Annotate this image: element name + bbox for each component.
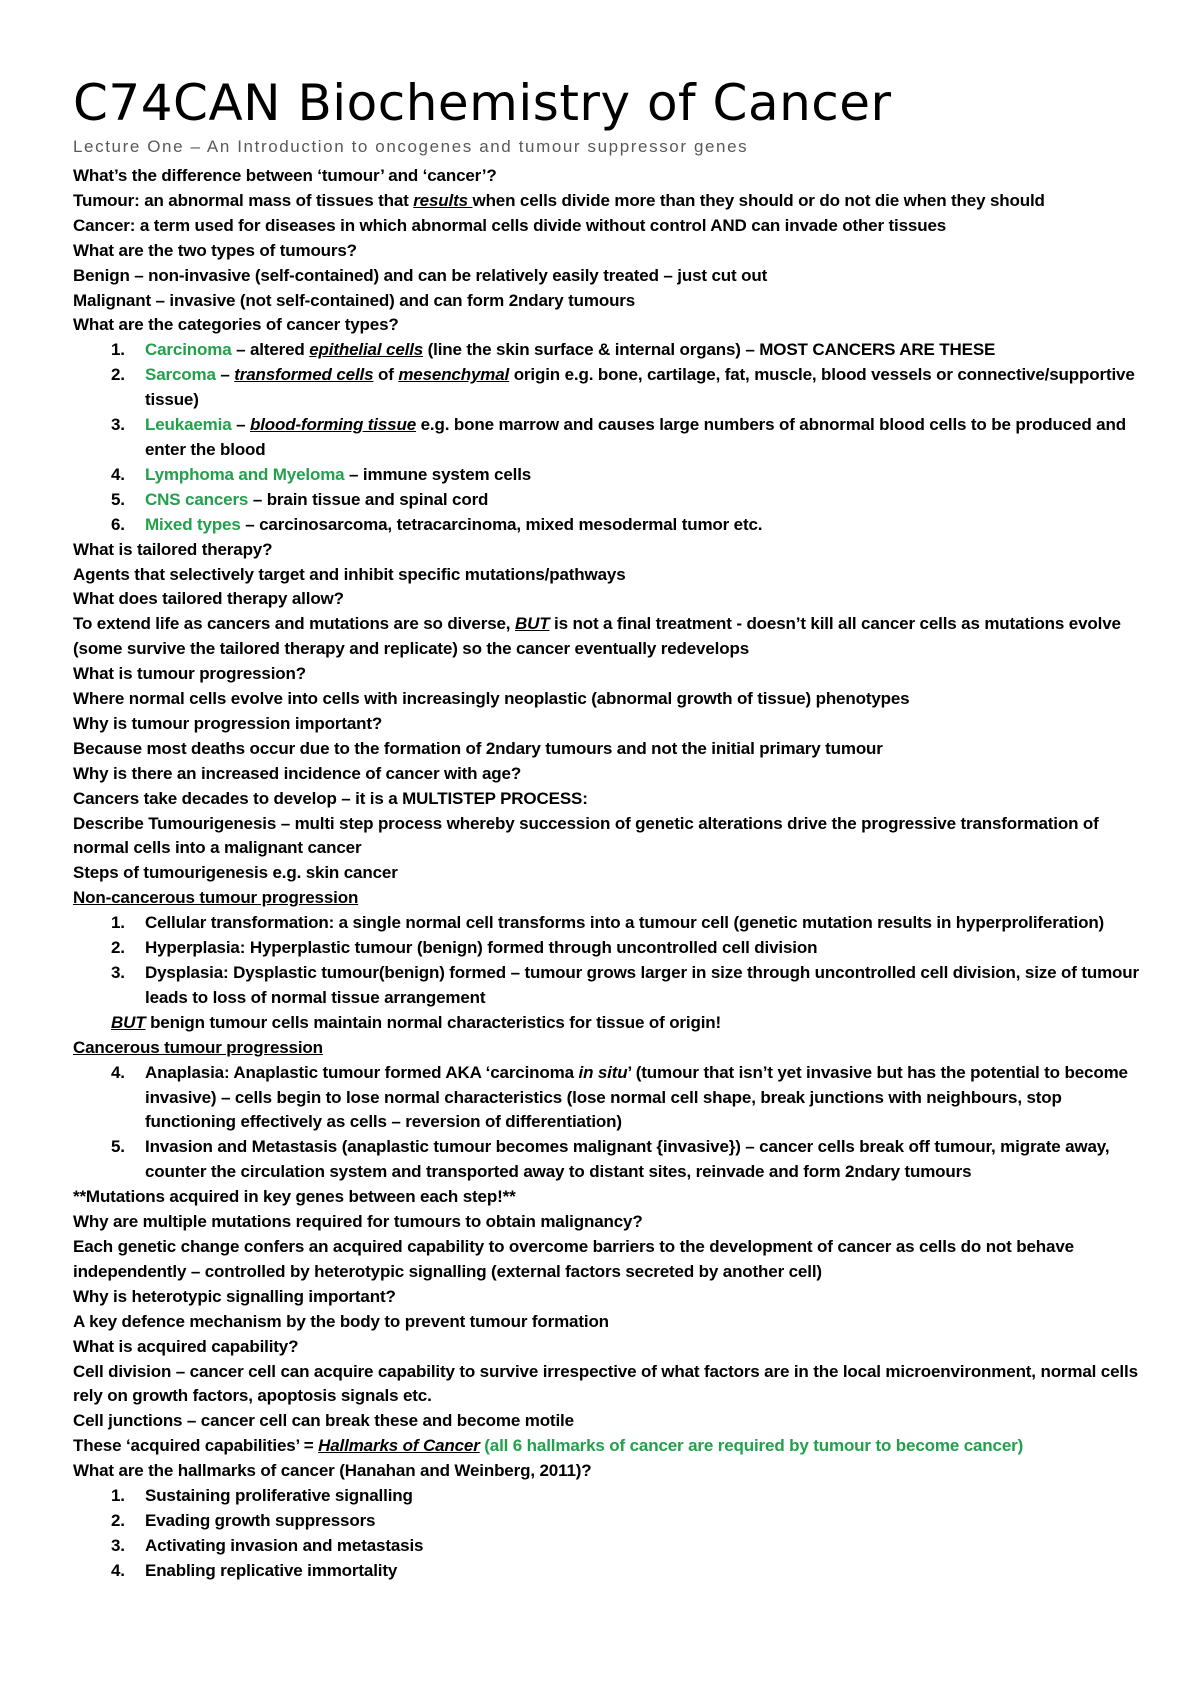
- hallmarks-list: [73, 1484, 1143, 1584]
- question: What are the two types of tumours?: [73, 240, 357, 260]
- list-item: 4. Lymphoma and Myeloma – immune system cells: [111, 464, 532, 484]
- question: Why is there an increased incidence of cancer with age?: [73, 763, 522, 783]
- list-item: 4. Enabling replicative immortality: [111, 1560, 398, 1580]
- cancer-types-list: [73, 338, 1143, 537]
- answer: Each genetic change confers an acquired capability to overcome barriers to the development of cancer as cells do not behave independently – controlled by heterotypic signalling (external factors secreted by another cell): [73, 1236, 1074, 1281]
- list-item: 5. CNS cancers – brain tissue and spinal cord: [111, 489, 489, 509]
- list-item: 1. Cellular transformation: a single normal cell transforms into a tumour cell (genetic mutation results in hyperproliferation): [111, 913, 1105, 933]
- noncancerous-steps-list: [73, 911, 1143, 1011]
- answer: Cell junctions – cancer cell can break these and become motile: [73, 1411, 574, 1431]
- document-title: C74CAN Biochemistry of Cancer: [73, 74, 892, 132]
- question: What does tailored therapy allow?: [73, 589, 344, 609]
- answer-benign: Benign – non-invasive (self-contained) and can be relatively easily treated – just cut out: [73, 265, 768, 285]
- list-item: 3. Dysplasia: Dysplastic tumour(benign) formed – tumour grows larger in size through uncontrolled cell division, size of tumour leads to loss of normal tissue arrangement: [111, 963, 1139, 1007]
- list-item: 3. Leukaemia – blood-forming tissue e.g. bone marrow and causes large numbers of abnormal blood cells to be produced and enter the blood: [111, 415, 1126, 459]
- question: Why is heterotypic signalling important?: [73, 1286, 396, 1306]
- list-item: 3. Activating invasion and metastasis: [111, 1535, 424, 1555]
- question: What is tumour progression?: [73, 664, 307, 684]
- list-item: 5. Invasion and Metastasis (anaplastic tumour becomes malignant {invasive}) – cancer cells break off tumour, migrate away, counter the circulation system and transported away to distant sites, reinvade and form 2ndary tumours: [111, 1137, 1110, 1182]
- benign-note: BUT benign tumour cells maintain normal characteristics for tissue of origin!: [111, 1012, 722, 1032]
- list-item: 4. Anaplasia: Anaplastic tumour formed AKA ‘carcinoma in situ’ (tumour that isn’t yet invasive but has the potential to become invasive) – cells begin to lose normal characteristics (lose normal cell shape, break junctions with neighbours, stop functioning effectively as cells – reversion of differentiation): [111, 1062, 1128, 1132]
- list-item: 6. Mixed types – carcinosarcoma, tetracarcinoma, mixed mesodermal tumor etc.: [111, 514, 763, 534]
- answer: A key defence mechanism by the body to prevent tumour formation: [73, 1311, 609, 1331]
- answer-cancer: Cancer: a term used for diseases in which abnormal cells divide without control AND can invade other tissues: [73, 215, 947, 235]
- answer-tumour: Tumour: an abnormal mass of tissues that results when cells divide more than they should or do not die when they should: [73, 190, 1045, 210]
- document-body: [73, 164, 1143, 1584]
- section-heading: Cancerous tumour progression: [73, 1037, 323, 1057]
- question: What is tailored therapy?: [73, 539, 273, 559]
- answer: Where normal cells evolve into cells with increasingly neoplastic (abnormal growth of tissue) phenotypes: [73, 689, 910, 709]
- answer: To extend life as cancers and mutations are so diverse, BUT is not a final treatment - doesn’t kill all cancer cells as mutations evolve (some survive the tailored therapy and replicate) so the cancer eventually redevelops: [73, 614, 1121, 659]
- list-item: 2. Hyperplasia: Hyperplastic tumour (benign) formed through uncontrolled cell division: [111, 938, 818, 958]
- question: Why are multiple mutations required for tumours to obtain malignancy?: [73, 1212, 643, 1232]
- mutations-note: **Mutations acquired in key genes between each step!**: [73, 1187, 516, 1207]
- steps-label: Steps of tumourigenesis e.g. skin cancer: [73, 863, 398, 883]
- answer: Agents that selectively target and inhibit specific mutations/pathways: [73, 564, 626, 584]
- document-subtitle: Lecture One – An Introduction to oncogenes and tumour suppressor genes: [73, 137, 749, 156]
- list-item: 1. Carcinoma – altered epithelial cells (line the skin surface & internal organs) – MOST CANCERS ARE THESE: [111, 340, 996, 360]
- question: What is acquired capability?: [73, 1336, 299, 1356]
- document-page: [73, 72, 1143, 1584]
- question: What are the hallmarks of cancer (Hanahan and Weinberg, 2011)?: [73, 1461, 592, 1481]
- question: What’s the difference between ‘tumour’ and ‘cancer’?: [73, 166, 497, 185]
- tumourigenesis-definition: Describe Tumourigenesis – multi step process whereby succession of genetic alterations drive the progressive transformation of normal cells into a malignant cancer: [73, 813, 1099, 858]
- hallmarks-definition: These ‘acquired capabilities’ = Hallmarks of Cancer (all 6 hallmarks of cancer are required by tumour to become cancer): [73, 1436, 1024, 1456]
- list-item: 1. Sustaining proliferative signalling: [111, 1486, 413, 1506]
- answer-malignant: Malignant – invasive (not self-contained) and can form 2ndary tumours: [73, 290, 636, 310]
- answer: Because most deaths occur due to the formation of 2ndary tumours and not the initial primary tumour: [73, 738, 883, 758]
- question: What are the categories of cancer types?: [73, 315, 399, 335]
- answer: Cancers take decades to develop – it is a MULTISTEP PROCESS:: [73, 788, 588, 808]
- list-item: 2. Sarcoma – transformed cells of mesenchymal origin e.g. bone, cartilage, fat, muscle, blood vessels or connective/supportive tissue): [111, 365, 1135, 410]
- list-item: 2. Evading growth suppressors: [111, 1510, 376, 1530]
- cancerous-steps-list: [73, 1061, 1143, 1186]
- section-heading: Non-cancerous tumour progression: [73, 888, 359, 908]
- question: Why is tumour progression important?: [73, 713, 383, 733]
- answer: Cell division – cancer cell can acquire capability to survive irrespective of what factors are in the local microenvironment, normal cells rely on growth factors, apoptosis signals etc.: [73, 1361, 1138, 1406]
